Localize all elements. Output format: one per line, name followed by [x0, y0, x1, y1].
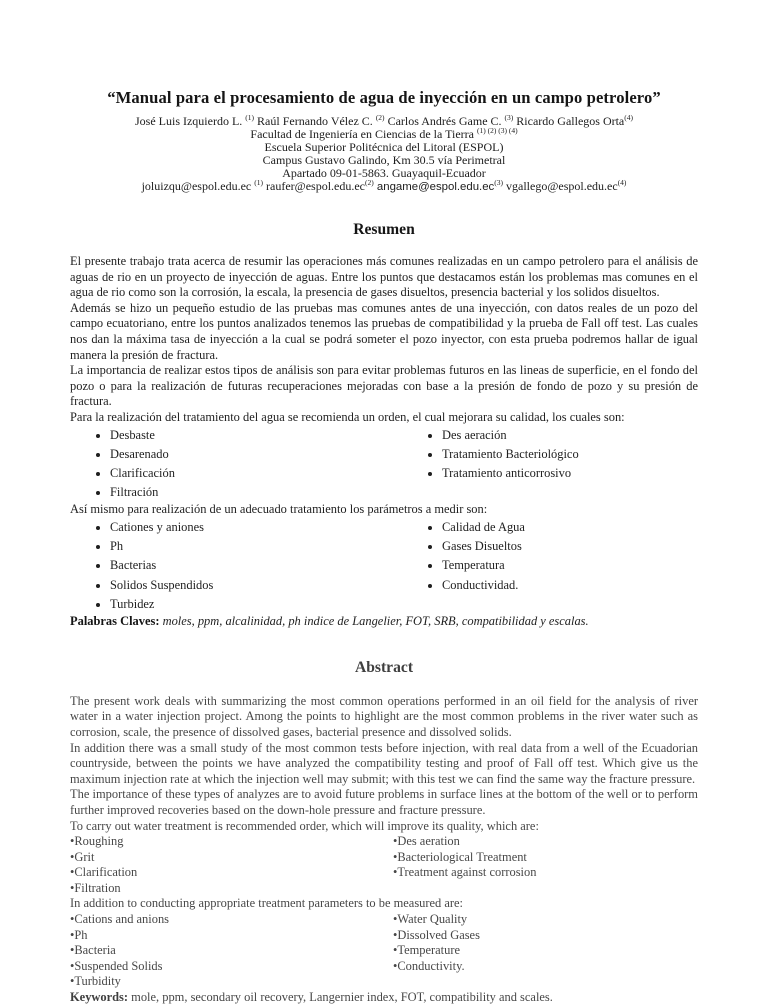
email-address: joluizqu@espol.edu.ec [141, 179, 255, 193]
author-name: José Luis Izquierdo L. [134, 114, 246, 128]
email-superscript: (4) [617, 178, 627, 187]
list-item: • Cationes y aniones [110, 518, 422, 537]
abstract-keywords-line [70, 990, 698, 1006]
author-name: Ricardo Gallegos Orta [513, 114, 625, 128]
list-item: • Desarenado [110, 445, 422, 464]
affiliation-superscript: (1) (2) (3) (4) [476, 126, 518, 135]
list-item: • Filtración [110, 483, 422, 502]
resumen-keywords-line [70, 614, 698, 630]
resumen-parameters-list [70, 518, 698, 614]
abstract-treatment-list [70, 834, 698, 896]
bullet-list [70, 518, 422, 614]
po-box-line: Apartado 09-01-5863. Guayaquil-Ecuador [282, 166, 486, 180]
page-title: “Manual para el procesamiento de agua de inyección en un campo petrolero” [107, 88, 661, 107]
list-item: • Gases Disueltos [442, 537, 698, 556]
list-item: • Conductivity. [393, 959, 698, 975]
keywords-text: mole, ppm, secondary oil recovery, Langernier index, FOT, compatibility and scales. [131, 990, 553, 1005]
bullet-list [422, 518, 698, 595]
abstract-parameters-list [70, 912, 698, 990]
email-superscript: (3) [494, 178, 503, 187]
list-item: • Bacterias [110, 556, 422, 575]
list-item: • Dissolved Gases [393, 928, 698, 944]
list-item: • Ph [70, 928, 393, 944]
list-item: • Water Quality [393, 912, 698, 928]
abstract-paragraph: In addition there was a small study of the most common tests before injection, with real data from a well of the Ecuadorian countryside, between the points we have analyzed the compatibility testing and proof of Fall off test. Which give us the maximum injection rate at which the injection well may submit; with this test we can find the same way the fracture pressure. [70, 740, 698, 786]
list-item: • Treatment against corrosion [393, 865, 698, 881]
resumen-parameters-intro: Así mismo para realización de un adecuado tratamiento los parámetros a medir son: [70, 502, 488, 517]
abstract-paragraph: The importance of these types of analyzes are to avoid future problems in surface lines at the bottom of the well or to perform further improved recoveries based on the down-hole pressure and fracture pressure. [70, 787, 698, 817]
list-item: • Tratamiento Bacteriológico [442, 445, 698, 464]
resumen-paragraph: La importancia de realizar estos tipos de análisis son para evitar problemas futuros en las lineas de superficie, en el fondo del pozo o para la realización de futuras recuperaciones mejoradas con base a la presión de fondo de pozo y su presión de fractura. [70, 363, 698, 409]
list-item: • Turbidez [110, 595, 422, 614]
resumen-treatment-intro: Para la realización del tratamiento del agua se recomienda un orden, el cual mejorara su calidad, los cuales son: [70, 409, 625, 424]
list-item: • Temperature [393, 943, 698, 959]
list-item: • Roughing [70, 834, 393, 850]
list-item: • Clarificación [110, 464, 422, 483]
abstract-heading: Abstract [354, 658, 414, 676]
resumen-paragraph: Además se hizo un pequeño estudio de las pruebas mas comunes antes de una inyección, con datos reales de un pozo del campo ecuatoriano, entre los puntos analizados tenemos las pruebas de compatibilidad y la prueba de Fall off test. Las cuales nos dan la máxima tasa de inyección a la cual se podrá someter el pozo inyector, con esta prueba podremos hallar de igual manera la presión de fractura. [70, 300, 698, 362]
author-superscript: (2) [375, 113, 385, 122]
list-item: • Desbaste [110, 426, 422, 445]
institution-line: Escuela Superior Politécnica del Litoral (ESPOL) [264, 140, 504, 154]
email-superscript: (1) [254, 178, 263, 187]
list-item: • Suspended Solids [70, 959, 393, 975]
resumen-heading: Resumen [353, 221, 415, 238]
author-superscript: (1) [245, 113, 255, 122]
list-item: • Tratamiento anticorrosivo [442, 464, 698, 483]
list-item: • Cations and anions [70, 912, 393, 928]
campus-line: Campus Gustavo Galindo, Km 30.5 vía Perimetral [262, 153, 506, 167]
bullet-list [70, 834, 393, 896]
bullet-list [422, 426, 698, 484]
list-item: • Temperatura [442, 556, 698, 575]
list-item: • Des aeración [442, 426, 698, 445]
list-item: • Conductividad. [442, 576, 698, 595]
list-item: • Turbidity [70, 974, 393, 990]
list-item: • Clarification [70, 865, 393, 881]
resumen-treatment-list [70, 426, 698, 503]
author-superscript: (3) [504, 113, 514, 122]
email-line [70, 180, 698, 194]
author-name: Raúl Fernando Vélez C. [254, 114, 376, 128]
email-superscript: (2) [365, 178, 374, 187]
list-item: • Grit [70, 850, 393, 866]
abstract-treatment-intro: To carry out water treatment is recommended order, which will improve its quality, which are: [70, 818, 539, 833]
list-item: • Bacteria [70, 943, 393, 959]
list-item: • Filtration [70, 881, 393, 897]
abstract-parameters-intro: In addition to conducting appropriate treatment parameters to be measured are: [70, 896, 464, 911]
keywords-label: Keywords: [70, 990, 132, 1005]
keywords-label: Palabras Claves: [70, 613, 163, 628]
resumen-paragraph: El presente trabajo trata acerca de resumir las operaciones más comunes realizadas en un campo petrolero para el análisis de aguas de rio en un proyecto de inyección de aguas. Entre los puntos que destacamos están los problemas mas comunes en el agua de rio como son la corrosión, la escala, la presencia de gases disueltos, presencia bacterial y los solidos disueltos. [70, 254, 698, 300]
list-item: • Solidos Suspendidos [110, 576, 422, 595]
list-item: • Calidad de Agua [442, 518, 698, 537]
email-address: vgallego@espol.edu.ec [503, 179, 618, 193]
list-item: • Ph [110, 537, 422, 556]
email-address: raufer@espol.edu.ec [263, 179, 365, 193]
paper-header [70, 88, 698, 194]
bullet-list [393, 834, 698, 881]
section-resumen [70, 221, 698, 630]
list-item: • Bacteriological Treatment [393, 850, 698, 866]
bullet-list [70, 912, 393, 990]
section-abstract [70, 659, 698, 1006]
affiliation-text: Facultad de Ingeniería en Ciencias de la Tierra [250, 127, 477, 141]
author-superscript: (4) [624, 113, 634, 122]
list-item: • Des aeration [393, 834, 698, 850]
bullet-list [393, 912, 698, 974]
keywords-text: moles, ppm, alcalinidad, ph indice de Langelier, FOT, SRB, compatibilidad y escalas. [162, 613, 589, 628]
abstract-paragraph: The present work deals with summarizing the most common operations performed in an oil field for the analysis of river water in a water injection project. Among the points to highlight are the most common problems in the river water such as corrosion, scale, the presence of dissolved gases, bacterial presence and dissolved solids. [70, 693, 698, 739]
bullet-list [70, 426, 422, 503]
email-address: angame@espol.edu.ec [373, 181, 495, 193]
author-name: Carlos Andrés Game C. [384, 114, 505, 128]
